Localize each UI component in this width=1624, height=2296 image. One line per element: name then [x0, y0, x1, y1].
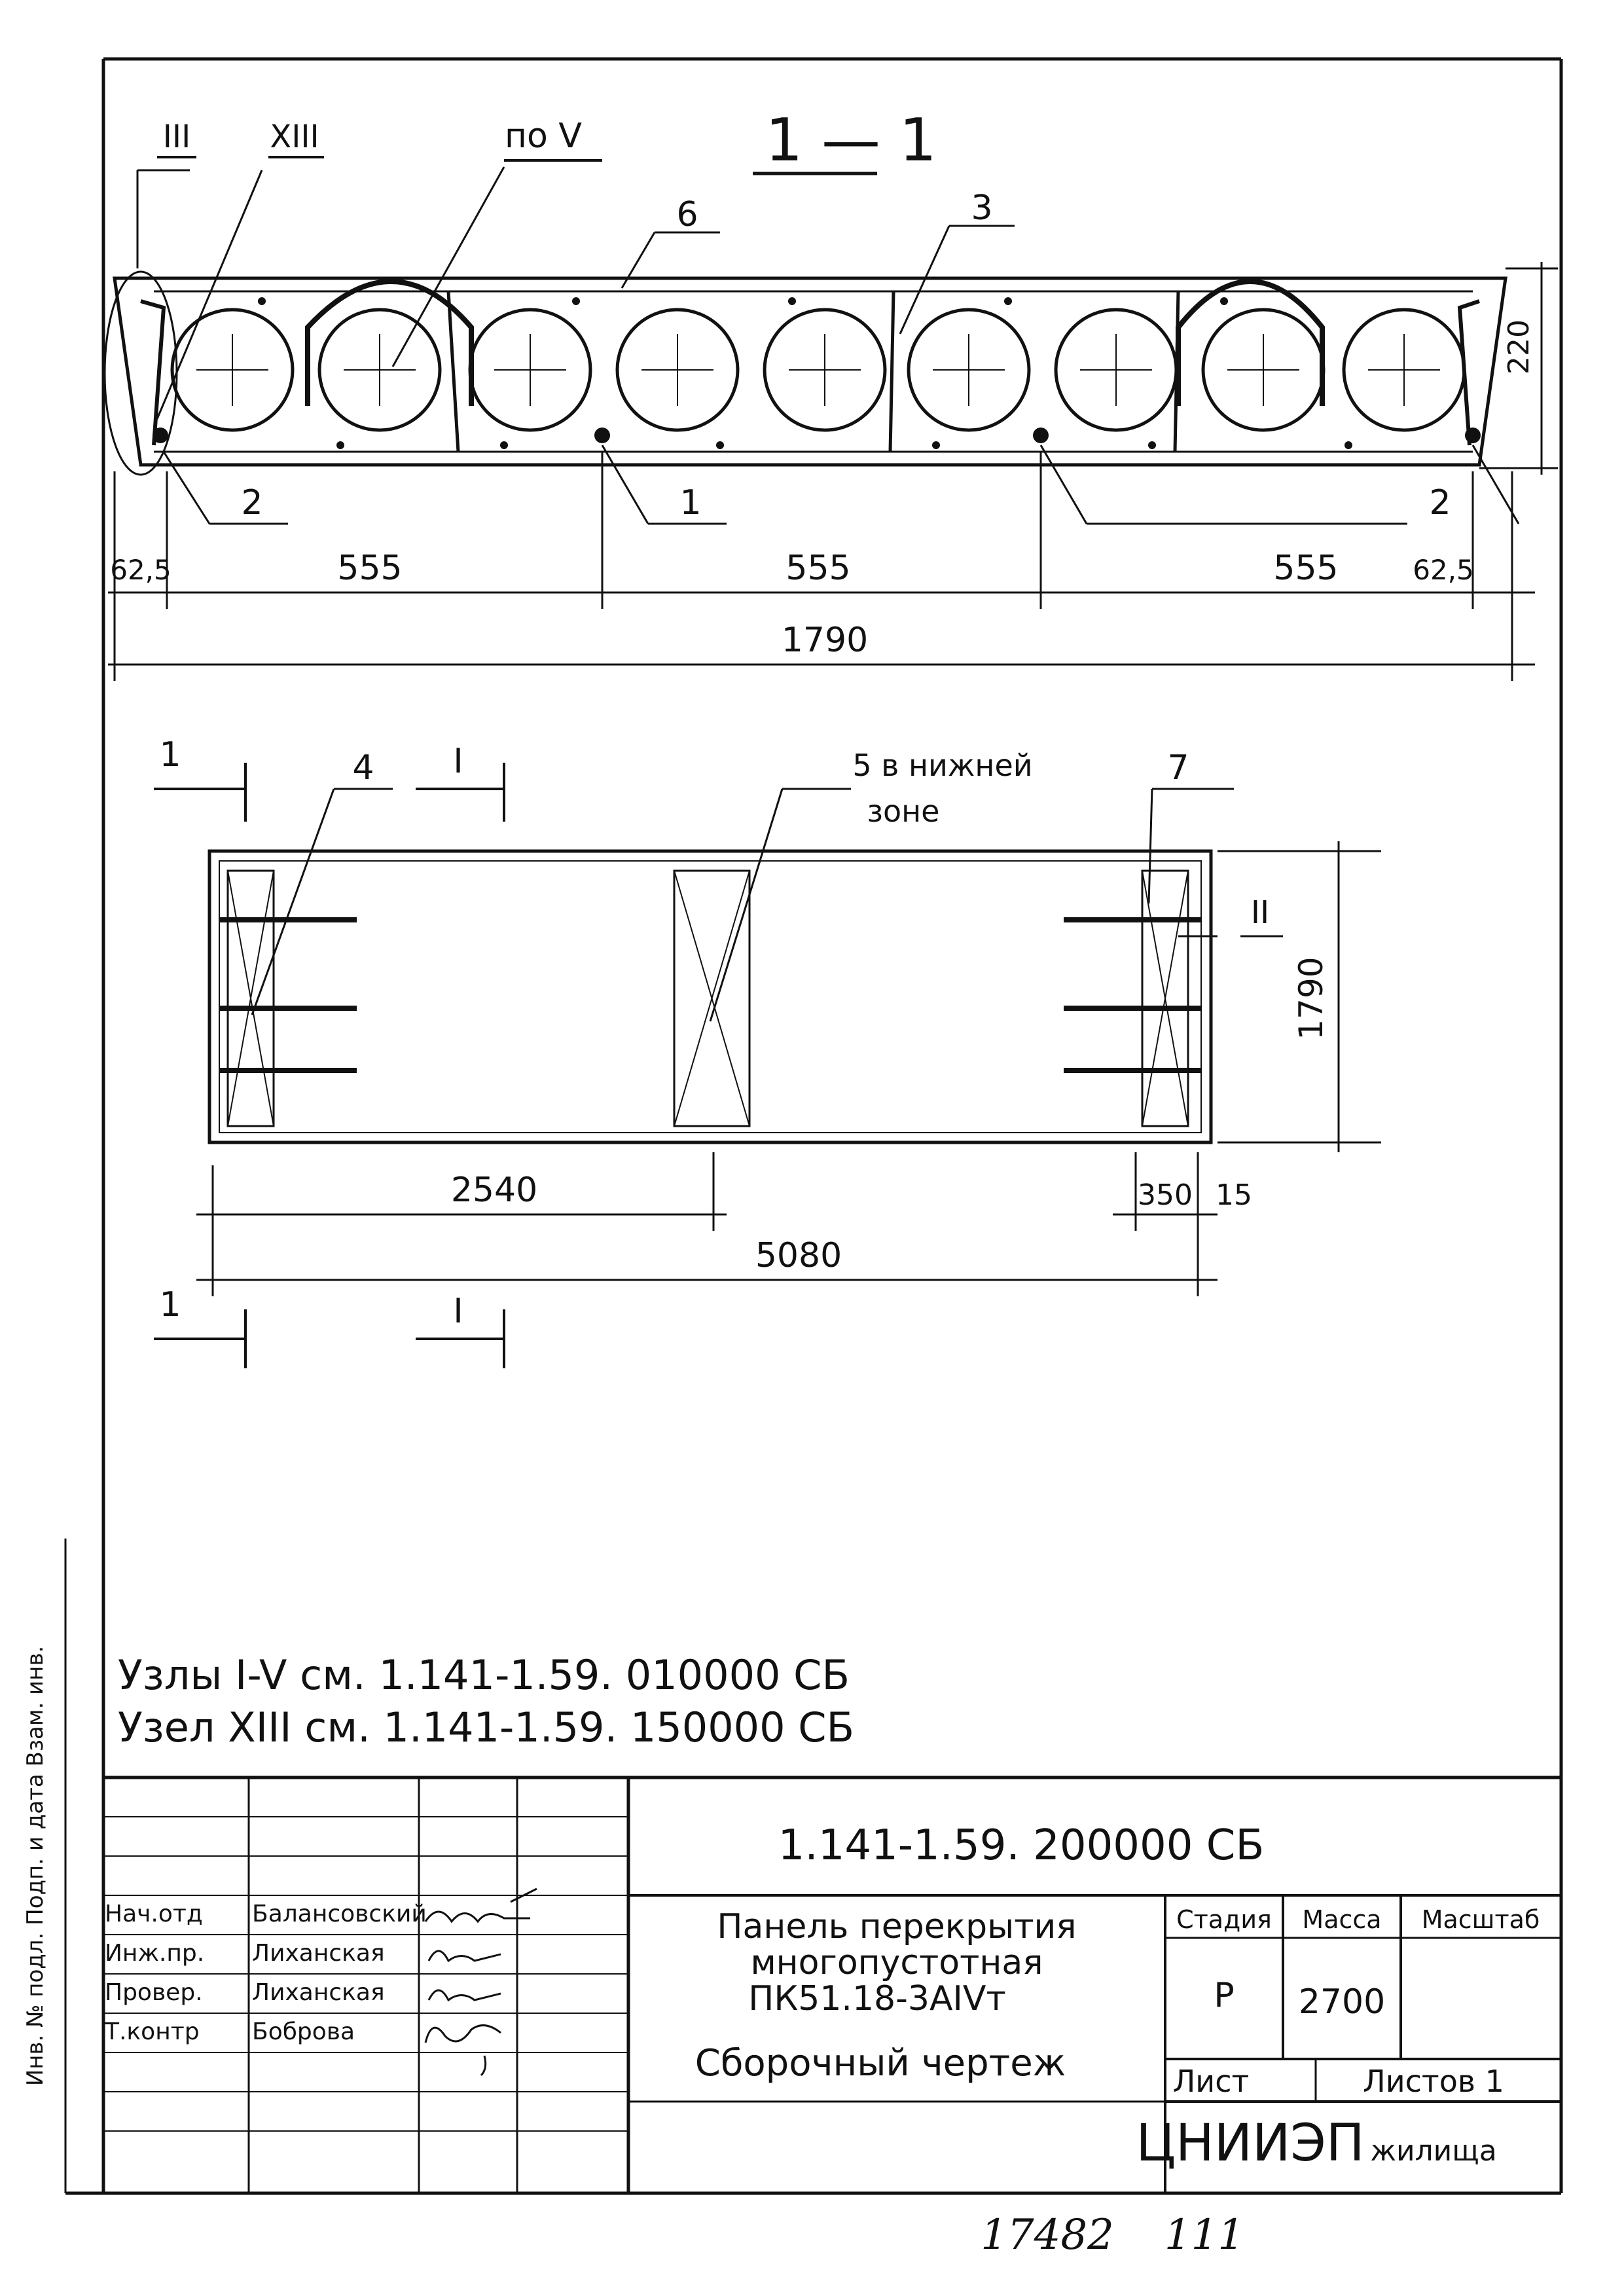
- node-label-iii: III: [162, 118, 191, 155]
- position-3: 3: [971, 189, 993, 228]
- cross-section-1-1: [105, 106, 1558, 681]
- plan-view: [154, 735, 1381, 1368]
- position-2-left: 2: [241, 483, 263, 522]
- value-mass: 2700: [1298, 1982, 1386, 2022]
- dim-height: 220: [1502, 319, 1536, 374]
- title-line-1: Панель перекрытия: [717, 1907, 1077, 1946]
- section-title: 1 — 1: [765, 106, 937, 175]
- position-5: 5 в нижней: [852, 748, 1033, 783]
- dim-half-length: 2540: [450, 1171, 538, 1210]
- section-mark-bottom: 1: [159, 1285, 181, 1324]
- node-label-ii: II: [1250, 894, 1270, 931]
- node-mark-top: I: [453, 742, 463, 781]
- dim-15: 15: [1216, 1178, 1252, 1212]
- position-4: 4: [352, 748, 374, 788]
- notes: [118, 1651, 854, 1751]
- role-2: Инж.пр.: [105, 1940, 205, 1967]
- header-stage: Стадия: [1176, 1905, 1272, 1934]
- name-3: Лиханская: [252, 1979, 385, 2006]
- sheet-frame: [65, 59, 1561, 2193]
- title-block: [103, 1777, 1561, 2193]
- dim-span-2: 555: [785, 549, 851, 588]
- dim-plan-width: 1790: [1292, 957, 1330, 1040]
- role-3: Провер.: [105, 1979, 203, 2006]
- dim-edge-left: 62,5: [110, 554, 171, 586]
- section-mark-top: 1: [159, 735, 181, 774]
- dim-span-3: 555: [1273, 549, 1339, 588]
- org-suffix: жилища: [1370, 2134, 1497, 2168]
- position-5-zone: зоне: [867, 793, 940, 829]
- title-line-2: многопустотная: [750, 1943, 1043, 1982]
- dim-edge-right: 62,5: [1413, 554, 1474, 586]
- position-2-right: 2: [1429, 483, 1451, 522]
- note-line-1: Узлы I-V см. 1.141-1.59. 010000 СБ: [118, 1651, 850, 1699]
- dim-350: 350: [1138, 1178, 1193, 1212]
- subtitle: Сборочный чертеж: [695, 2042, 1066, 2085]
- name-2: Лиханская: [252, 1940, 385, 1967]
- sheet-label: Лист: [1172, 2064, 1250, 2099]
- name-1: Балансовский: [252, 1901, 427, 1927]
- role-4: Т.контр: [105, 2018, 200, 2045]
- node-mark-bottom: I: [453, 1292, 463, 1331]
- org-name: ЦНИИЭП: [1136, 2114, 1365, 2173]
- node-label-po-v: по V: [505, 117, 582, 156]
- sheets-count: Листов 1: [1363, 2064, 1504, 2099]
- position-6: 6: [676, 195, 698, 234]
- footer-number: 17482: [981, 2211, 1114, 2259]
- dim-total-width: 1790: [781, 621, 869, 660]
- doc-code: 1.141-1.59. 200000 СБ: [778, 1821, 1265, 1870]
- header-mass: Масса: [1302, 1905, 1382, 1934]
- signatures: [425, 1889, 537, 2075]
- header-scale: Масштаб: [1421, 1905, 1540, 1934]
- node-label-xiii: XIII: [270, 118, 319, 155]
- position-7: 7: [1167, 748, 1189, 788]
- role-1: Нач.отд: [105, 1901, 203, 1927]
- name-4: Боброва: [252, 2018, 355, 2045]
- hollow-cores: [172, 310, 1464, 430]
- dim-total-length: 5080: [755, 1236, 842, 1275]
- title-line-3: ПК51.18-3АIVт: [748, 1979, 1006, 2018]
- value-stage: Р: [1214, 1976, 1235, 2015]
- position-1: 1: [679, 483, 702, 522]
- footer-page: 111: [1164, 2211, 1245, 2259]
- dim-span-1: 555: [337, 549, 403, 588]
- note-line-2: Узел XIII см. 1.141-1.59. 150000 СБ: [118, 1704, 855, 1751]
- side-label: Инв. № подл. Подп. и дата Взам. инв.: [22, 1645, 48, 2086]
